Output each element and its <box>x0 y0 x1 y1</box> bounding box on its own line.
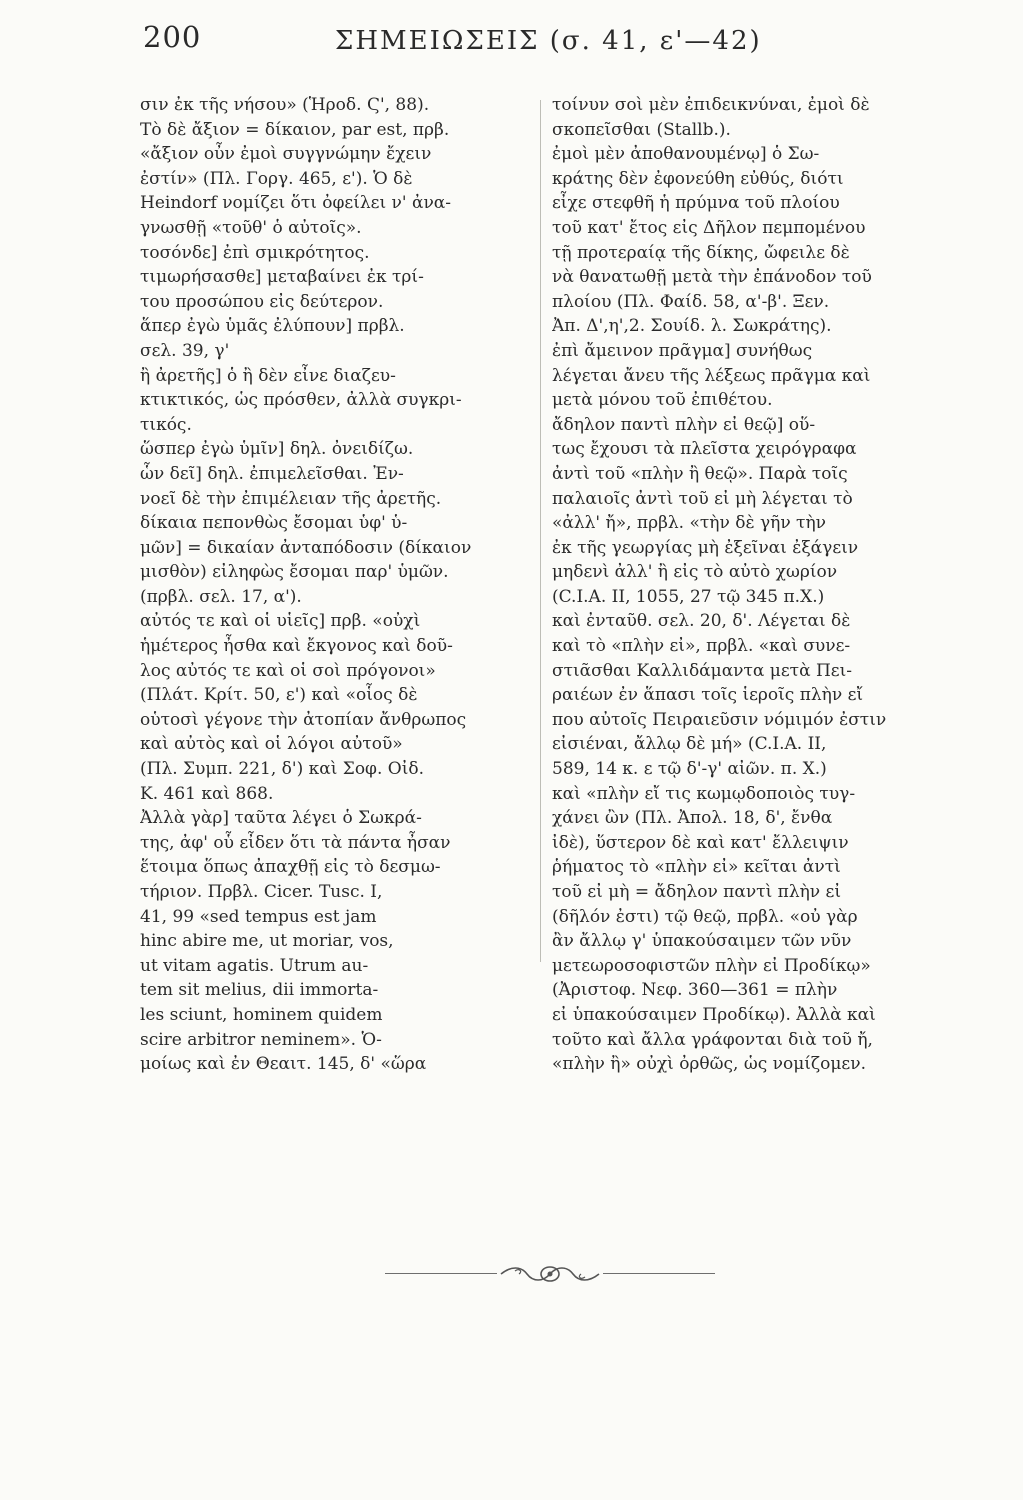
text-line: μοίως καὶ ἐν Θεαιτ. 145, δ' «ὥρα <box>140 1054 427 1075</box>
text-line: κτικτικός, ὡς πρόσθεν, ἀλλὰ συγκρι- <box>140 390 462 411</box>
text-line: νοεῖ δὲ τὴν ἐπιμέλειαν τῆς ἀρετῆς. <box>140 488 442 509</box>
text-line: ῥήματος τὸ «πλὴν εἰ» κεῖται ἀντὶ <box>552 857 841 878</box>
text-line: ἐμοὶ μὲν ἀποθανουμένῳ] ὁ Σω- <box>552 144 820 165</box>
text-line: ραιέων ἐν ἅπασι τοῖς ἱεροῖς πλὴν εἴ <box>552 685 864 706</box>
text-line: αὐτός τε καὶ οἱ υἱεῖς] πρβ. «οὐχὶ <box>140 611 421 632</box>
text-line: (πρβλ. σελ. 17, α'). <box>140 586 302 607</box>
column-divider <box>540 100 541 962</box>
text-line: σκοπεῖσθαι (Stallb.). <box>552 119 731 140</box>
text-line: μισθὸν) εἰληφὼς ἔσομαι παρ' ὑμῶν. <box>140 562 449 583</box>
text-line: ἢ ἀρετῆς] ὁ ἢ δὲν εἶνε διαζευ- <box>140 365 396 386</box>
text-line: σελ. 39, γ' <box>140 340 230 361</box>
text-line: ἀντὶ τοῦ «πλὴν ἢ θεῷ». Παρὰ τοῖς <box>552 463 848 484</box>
text-line: τῇ προτεραίᾳ τῆς δίκης, ὤφειλε δὲ <box>552 242 850 263</box>
end-ornament <box>385 1262 715 1286</box>
text-line: τήριον. Πρβλ. Cicer. Tusc. I, <box>140 882 383 902</box>
text-line: ἐκ τῆς γεωργίας μὴ ἐξεῖναι ἐξάγειν <box>552 537 859 558</box>
page-number: 200 <box>143 20 202 54</box>
text-line: Κ. 461 καὶ 868. <box>140 783 274 804</box>
text-line: τοῦ εἰ μὴ = ἄδηλον παντὶ πλὴν εἰ <box>552 882 841 902</box>
text-line: 589, 14 κ. ε τῷ δ'-γ' αἰῶν. π. Χ.) <box>552 759 827 780</box>
text-line: στιᾶσθαι Καλλιδάμαντα μετὰ Πει- <box>552 660 852 681</box>
text-line: οὑτοσὶ γέγονε τὴν ἀτοπίαν ἄνθρωπος <box>140 709 467 730</box>
text-line: ut vitam agatis. Utrum au- <box>140 955 369 976</box>
text-line: (Πλ. Συμπ. 221, δ') καὶ Σοφ. Οἰδ. <box>140 759 425 780</box>
text-line: μετεωροσοφιστῶν πλὴν εἰ Προδίκῳ» <box>552 955 871 976</box>
text-line: εἰσιέναι, ἄλλῳ δὲ μή» (C.I.A. II, <box>552 734 827 755</box>
text-line: καὶ τὸ «πλὴν εἰ», πρβλ. «καὶ συνε- <box>552 636 851 657</box>
text-line: σιν ἐκ τῆς νήσου» (Ἡροδ. Ϛ', 88). <box>140 95 430 115</box>
text-line: Τὸ δὲ ἄξιον = δίκαιον, par est, πρβ. <box>140 119 450 140</box>
right-column <box>552 93 947 1077</box>
text-line: καὶ ἐνταῦθ. σελ. 20, δ'. Λέγεται δὲ <box>552 611 851 632</box>
text-line: hinc abire me, ut moriar, vos, <box>140 931 394 952</box>
text-line: καὶ «πλὴν εἴ τις κωμῳδοποιὸς τυγ- <box>552 783 856 804</box>
text-line: μῶν] = δικαίαν ἀνταπόδοσιν (δίκαιον <box>140 537 472 558</box>
text-line: scire arbitror neminem». Ὁ- <box>140 1029 382 1050</box>
text-line: εἶχε στεφθῆ ἡ πρύμνα τοῦ πλοίου <box>552 193 840 214</box>
text-line: ἕτοιμα ὅπως ἀπαχθῇ εἰς τὸ δεσμω- <box>140 857 441 878</box>
text-line: ἐπὶ ἄμεινον πρᾶγμα] συνήθως <box>552 340 813 361</box>
text-line: ἡμέτερος ἦσθα καὶ ἔκγονος καὶ δοῦ- <box>140 636 453 657</box>
text-line: ὥσπερ ἐγὼ ὑμῖν] δηλ. ὀνειδίζω. <box>140 439 414 460</box>
text-line: νὰ θανατωθῇ μετὰ τὴν ἐπάνοδον τοῦ <box>552 267 872 288</box>
text-line: λέγεται ἄνευ τῆς λέξεως πρᾶγμα καὶ <box>552 365 871 386</box>
ornament-rule-right <box>603 1273 715 1274</box>
text-line: Ἀπ. Δ',η',2. Σουίδ. λ. Σωκράτης). <box>552 316 832 337</box>
text-line: «πλὴν ἢ» οὐχὶ ὀρθῶς, ὡς νομίζομεν. <box>552 1054 866 1075</box>
text-line: «ἄξιον οὖν ἐμοὶ συγγνώμην ἔχειν <box>140 144 432 165</box>
text-line: 41, 99 «sed tempus est jam <box>140 906 377 927</box>
text-line: της, ἀφ' οὗ εἶδεν ὅτι τὰ πάντα ἦσαν <box>140 832 451 853</box>
text-line: (Ἀριστοφ. Νεφ. 360—361 = πλὴν <box>552 980 838 1001</box>
text-line: ὧν δεῖ] δηλ. ἐπιμελεῖσθαι. Ἐν- <box>140 463 404 484</box>
text-line: ἄδηλον παντὶ πλὴν εἰ θεῷ] οὕ- <box>552 414 816 435</box>
text-line: tem sit melius, dii immorta- <box>140 980 379 1001</box>
text-line: les sciunt, hominem quidem <box>140 1004 383 1025</box>
text-line: τοίνυν σοὶ μὲν ἐπιδεικνύναι, ἐμοὶ δὲ <box>552 95 870 115</box>
text-line: Heindorf νομίζει ὅτι ὀφείλει ν' ἀνα- <box>140 193 452 214</box>
text-line: πλοίου (Πλ. Φαίδ. 58, α'-β'. Ξεν. <box>552 291 830 312</box>
text-line: παλαιοῖς ἀντὶ τοῦ εἰ μὴ λέγεται τὸ <box>552 488 853 509</box>
left-column <box>140 93 533 1077</box>
text-line: μετὰ μόνου τοῦ ἐπιθέτου. <box>552 390 773 411</box>
text-line: τοσόνδε] ἐπὶ σμικρότητος. <box>140 242 370 263</box>
text-line: ἐστίν» (Πλ. Γοργ. 465, ε'). Ὁ δὲ <box>140 168 413 189</box>
text-line: ἰδὲ), ὕστερον δὲ καὶ κατ' ἔλλειψιν <box>552 832 849 853</box>
running-head: ΣΗΜΕΙΩΣΕΙΣ (σ. 41, ε'—42) <box>335 26 762 56</box>
text-line: του προσώπου εἰς δεύτερον. <box>140 291 384 312</box>
text-line: (Πλάτ. Κρίτ. 50, ε') καὶ «οἷος δὲ <box>140 685 418 706</box>
text-line: ἂν ἄλλῳ γ' ὑπακούσαιμεν τῶν νῦν <box>552 931 852 952</box>
text-line: τιμωρήσασθε] μεταβαίνει ἐκ τρί- <box>140 267 424 288</box>
text-line: (C.I.A. II, 1055, 27 τῷ 345 π.Χ.) <box>552 586 825 607</box>
text-line: Ἀλλὰ γὰρ] ταῦτα λέγει ὁ Σωκρά- <box>140 808 422 829</box>
text-line: ἅπερ ἐγὼ ὑμᾶς ἐλύπουν] πρβλ. <box>140 316 405 337</box>
text-line: χάνει ὢν (Πλ. Ἀπολ. 18, δ', ἔνθα <box>552 808 833 829</box>
text-line: εἰ ὑπακούσαιμεν Προδίκῳ). Ἀλλὰ καὶ <box>552 1004 876 1025</box>
text-line: τοῦτο καὶ ἄλλα γράφονται διὰ τοῦ ἤ, <box>552 1029 873 1050</box>
text-line: τως ἔχουσι τὰ πλεῖστα χειρόγραφα <box>552 439 857 460</box>
text-line: μηδενὶ ἀλλ' ἢ εἰς τὸ αὐτὸ χωρίον <box>552 562 838 583</box>
text-line: δίκαια πεπονθὼς ἔσομαι ὑφ' ὑ- <box>140 513 408 534</box>
text-line: καὶ αὐτὸς καὶ οἱ λόγοι αὐτοῦ» <box>140 734 403 755</box>
text-line: κράτης δὲν ἐφονεύθη εὐθύς, διότι <box>552 168 844 189</box>
text-line: που αὐτοῖς Πειραιεῦσιν νόμιμόν ἐστιν <box>552 709 887 730</box>
text-line: (δῆλόν ἐστι) τῷ θεῷ, πρβλ. «οὐ γὰρ <box>552 906 858 927</box>
text-line: τικός. <box>140 414 192 435</box>
ornament-rule-left <box>385 1273 497 1274</box>
text-line: λος αὐτός τε καὶ οἱ σοὶ πρόγονοι» <box>140 660 436 681</box>
text-line: «ἀλλ' ἤ», πρβλ. «τὴν δὲ γῆν τὴν <box>552 513 826 534</box>
text-line: τοῦ κατ' ἔτος εἰς Δῆλον πεμπομένου <box>552 217 866 238</box>
text-line: γνωσθῇ «τοῦθ' ὁ αὐτοῖς». <box>140 217 362 238</box>
scroll-ornament-icon <box>497 1262 603 1286</box>
